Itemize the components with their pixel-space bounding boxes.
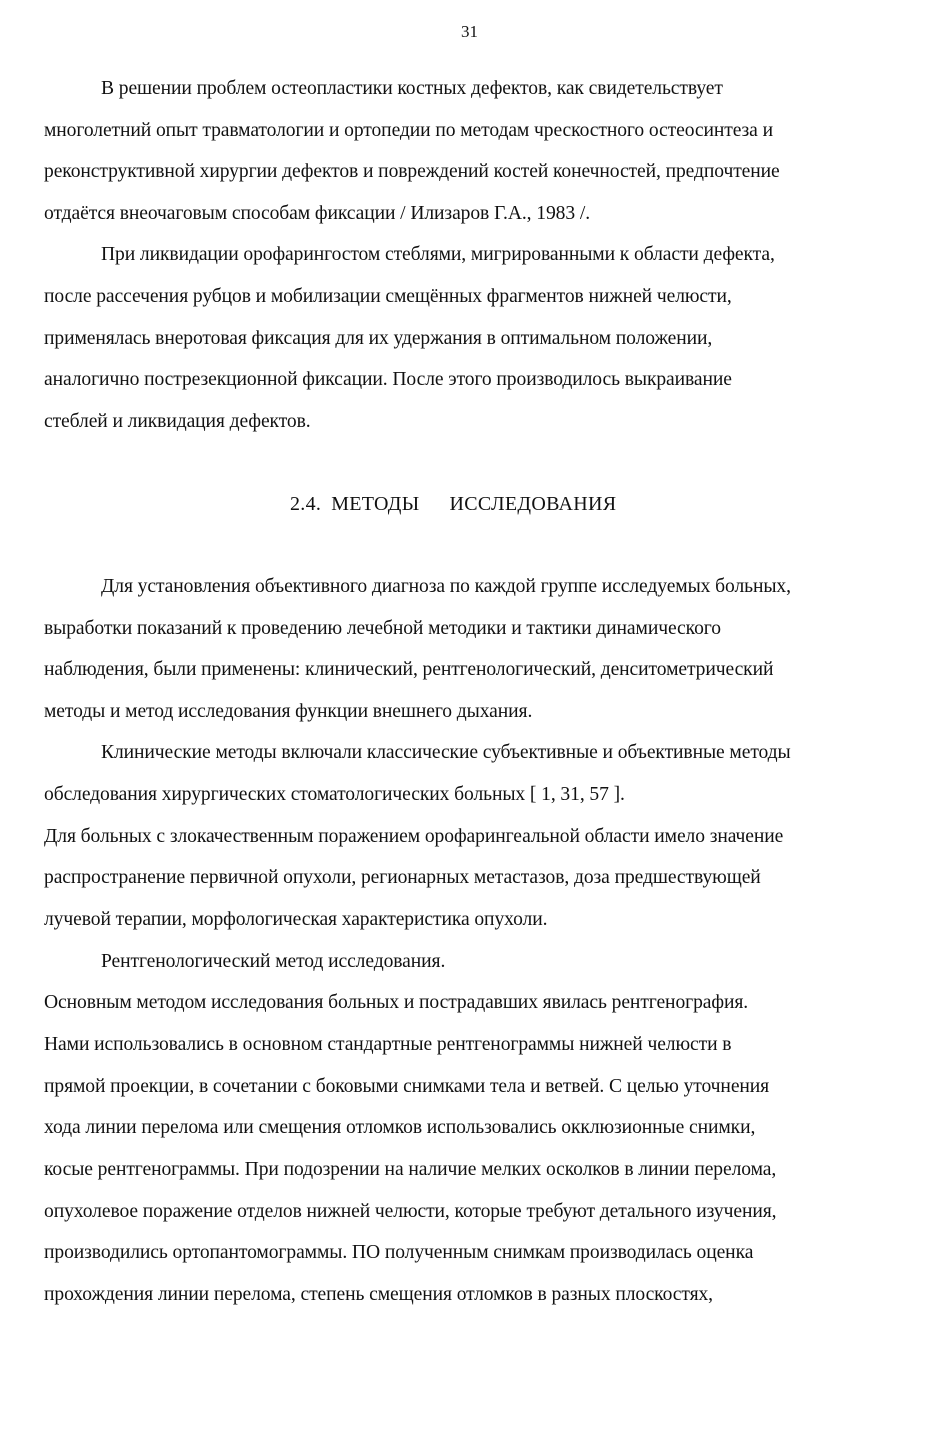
paragraph-line: реконструктивной хирургии дефектов и повреждений костей конечностей, предпочтение — [44, 161, 780, 182]
paragraph-line: стеблей и ликвидация дефектов. — [44, 411, 311, 432]
paragraph-line: Клинические методы включали классические субъективные и объективные методы — [101, 742, 791, 763]
paragraph-line: Нами использовались в основном стандартные рентгенограммы нижней челюсти в — [44, 1034, 732, 1055]
paragraph-line: аналогично пострезекционной фиксации. После этого производилось выкраивание — [44, 369, 732, 390]
paragraph-line: методы и метод исследования функции внешнего дыхания. — [44, 701, 533, 722]
paragraph-line: опухолевое поражение отделов нижней челюсти, которые требуют детального изучения, — [44, 1201, 777, 1222]
paragraph-line: лучевой терапии, морфологическая характеристика опухоли. — [44, 909, 548, 930]
paragraph-line: При ликвидации орофарингостом стеблями, мигрированными к области дефекта, — [101, 244, 775, 265]
paragraph-line: Для установления объективного диагноза по каждой группе исследуемых больных, — [101, 576, 791, 597]
section-number: 2.4. — [290, 493, 322, 515]
paragraph-line: косые рентгенограммы. При подозрении на наличие мелких осколков в линии перелома, — [44, 1159, 777, 1180]
paragraph-line: применялась внеротовая фиксация для их удержания в оптимальном положении, — [44, 328, 713, 349]
paragraph-line: выработки показаний к проведению лечебной методики и тактики динамического — [44, 618, 721, 639]
paragraph-line: В решении проблем остеопластики костных дефектов, как свидетельствует — [101, 78, 723, 99]
paragraph-line: обследования хирургических стоматологических больных [ 1, 31, 57 ]. — [44, 784, 625, 805]
paragraph-line: прохождения линии перелома, степень смещения отломков в разных плоскостях, — [44, 1284, 713, 1305]
paragraph-line: Для больных с злокачественным поражением орофарингеальной области имело значение — [44, 826, 784, 847]
paragraph-line: прямой проекции, в сочетании с боковыми снимками тела и ветвей. С целью уточнения — [44, 1076, 770, 1097]
paragraph-line: производились ортопантомограммы. ПО полученным снимкам производилась оценка — [44, 1242, 754, 1263]
section-heading — [290, 491, 616, 517]
paragraph-line: Основным методом исследования больных и пострадавших явилась рентгенография. — [44, 992, 749, 1013]
page-number: 31 — [461, 22, 478, 41]
paragraph-line: хода линии перелома или смещения отломков использовались окклюзионные снимки, — [44, 1117, 756, 1138]
paragraph-line: распространение первичной опухоли, регионарных метастазов, доза предшествующей — [44, 867, 761, 888]
paragraph-line: многолетний опыт травматологии и ортопедии по методам чрескостного остеосинтеза и — [44, 120, 773, 141]
paragraph-line: Рентгенологический метод исследования. — [101, 951, 446, 972]
section-title-word: МЕТОДЫ — [331, 493, 420, 515]
paragraph-line: отдаётся внеочаговым способам фиксации / Илизаров Г.А., 1983 /. — [44, 203, 590, 224]
section-title-word: ИССЛЕДОВАНИЯ — [449, 493, 617, 515]
paragraph-line: после рассечения рубцов и мобилизации смещённых фрагментов нижней челюсти, — [44, 286, 732, 307]
paragraph-line: наблюдения, были применены: клинический, рентгенологический, денситометрический — [44, 659, 774, 680]
